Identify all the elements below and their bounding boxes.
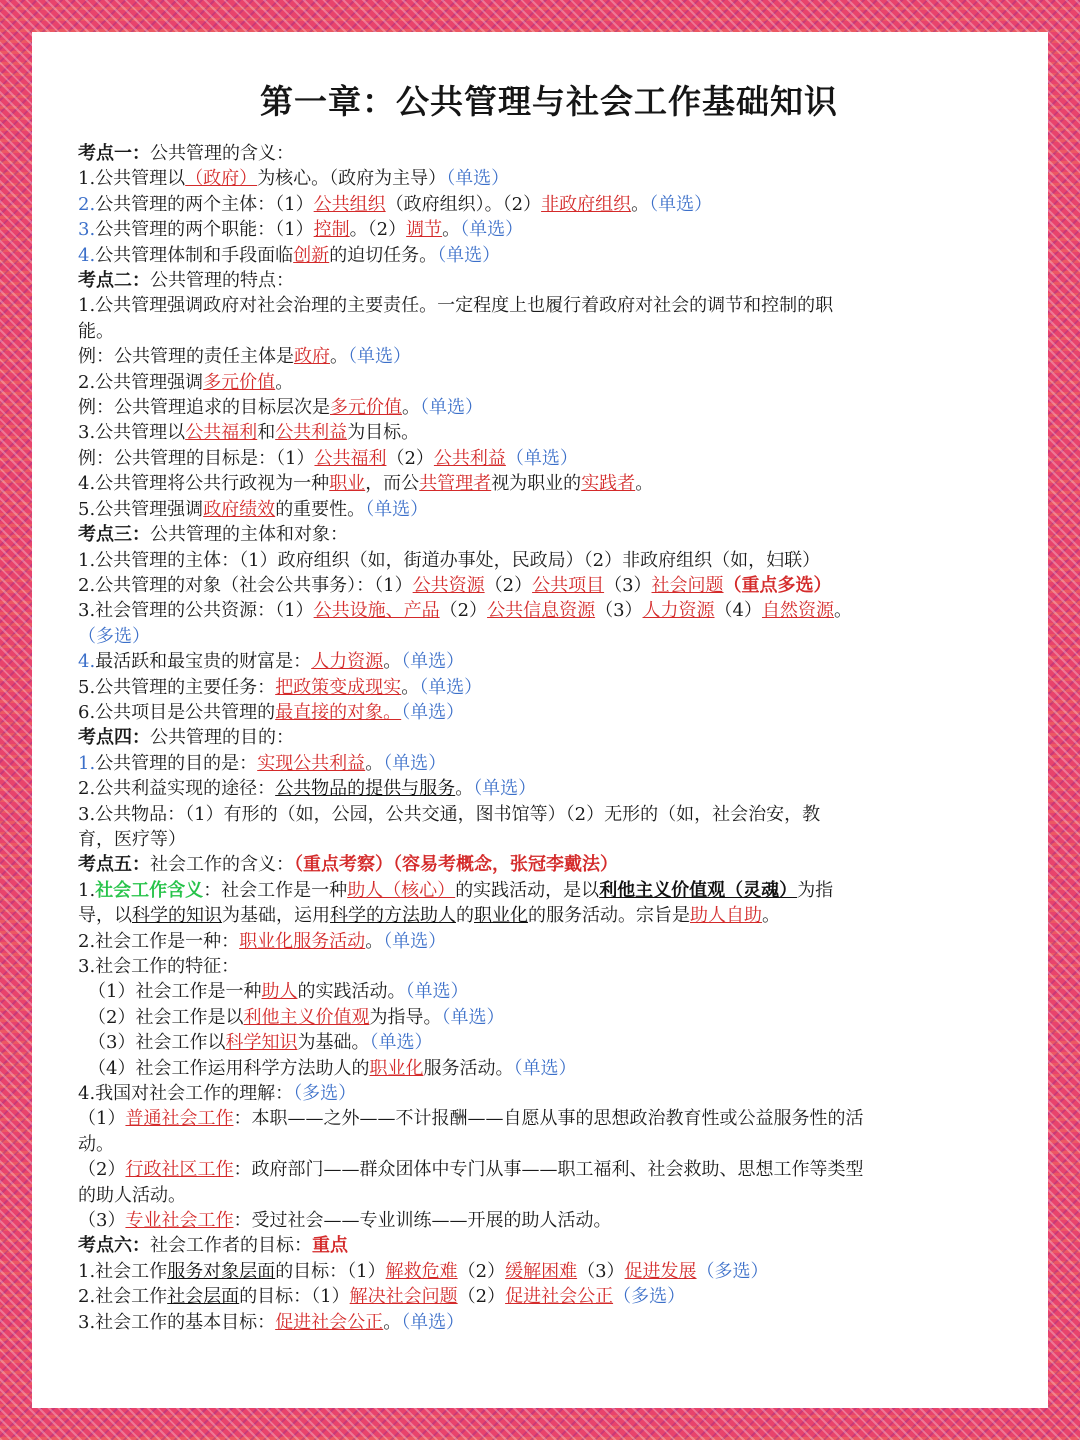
text-span: （3）	[577, 1260, 625, 1282]
key-answer: 最直接的对象。	[275, 701, 402, 723]
text-span: 例：公共管理追求的目标层次是	[78, 397, 330, 419]
text-span: 公共管理体制和手段面临	[95, 244, 294, 266]
text-span: （4）社会工作运用科学方法助人的	[88, 1057, 370, 1079]
text-line	[78, 1183, 1020, 1208]
text-span: 的实践活动，是以	[455, 879, 600, 901]
text-line	[78, 878, 1020, 903]
text-span: 的迫切任务。	[329, 244, 438, 266]
text-span: ：政府部门——群众团体中专门从事——职工福利、社会救助、思想工作等类型	[233, 1159, 864, 1181]
text-span: 社会工作者的目标：	[150, 1235, 312, 1257]
text-line	[78, 1056, 1020, 1081]
document-body	[78, 141, 1020, 1335]
text-span: ，而公	[365, 473, 420, 495]
key-answer: 控制	[313, 219, 350, 241]
key-answer: 社会问题	[651, 574, 724, 596]
text-span: ：受过社会——专业训练——开展的助人活动。	[233, 1210, 612, 1232]
text-span: （2）	[439, 600, 488, 622]
key-answer: 共管理者	[419, 473, 492, 495]
key-answer: 公共设施、产品	[313, 600, 440, 622]
text-span: （3）	[78, 1210, 126, 1232]
text-span: 的	[456, 905, 474, 927]
text-span: 2.公共利益实现的途径：	[78, 778, 276, 800]
text-span: （3）	[604, 574, 652, 596]
key-answer: 公共组织	[313, 193, 386, 215]
text-line	[78, 1259, 1020, 1284]
text-line	[78, 700, 1020, 725]
text-span: 公共管理的两个职能：（1）	[95, 219, 314, 241]
text-span: 。	[383, 651, 402, 673]
text-line	[78, 1310, 1020, 1335]
text-line	[78, 954, 1020, 979]
question-type-tag: （单选）	[505, 447, 578, 469]
key-answer: 人力资源	[642, 600, 715, 622]
text-span: （3）	[595, 600, 643, 622]
key-answer: 助人	[261, 981, 298, 1003]
text-span: 5.公共管理强调	[78, 498, 204, 520]
question-type-tag: （单选）	[419, 676, 483, 698]
key-answer: 多元价值	[203, 371, 276, 393]
text-span: 。	[383, 1311, 402, 1333]
question-type-tag: （多选）	[613, 1286, 686, 1308]
text-span: 。	[275, 371, 294, 393]
text-span: 社会工作的含义：	[150, 854, 294, 876]
text-span: 1.社会工作	[78, 1260, 168, 1282]
text-span: （4）	[714, 600, 762, 622]
question-type-tag: 2.	[78, 193, 96, 215]
document-page	[32, 32, 1048, 1408]
key-answer: 实践者	[581, 473, 636, 495]
section-heading: 考点三：	[78, 524, 150, 546]
text-line	[78, 268, 1020, 293]
text-span: 。	[762, 905, 780, 927]
text-span: 3.社会工作的特征：	[78, 956, 240, 977]
text-span: 3.公共管理以	[78, 422, 186, 444]
text-span: 公共管理的目的：	[150, 727, 294, 749]
section-heading: 考点六：	[78, 1235, 150, 1257]
text-span: ：本职——之外——不计报酬——自愿从事的思想政治教育性或公益服务性的活	[233, 1108, 864, 1130]
text-line	[78, 1030, 1020, 1055]
question-type-tag: （单选）	[437, 244, 501, 266]
text-span: 2.公共管理的对象（社会公共事务）：（1）	[78, 574, 413, 596]
text-span: （2）	[78, 1159, 126, 1181]
text-line	[78, 192, 1020, 217]
text-span: 的服务活动。宗旨是	[528, 905, 690, 927]
text-line	[78, 217, 1020, 242]
key-answer: 公共物品的提供与服务	[275, 778, 456, 800]
question-type-tag: （多选）	[696, 1260, 769, 1282]
key-answer: 自然资源	[761, 600, 834, 622]
emphasis-note: 重点	[312, 1235, 348, 1257]
text-span: 导，以	[78, 905, 132, 927]
question-type-tag: （单选）	[446, 168, 510, 190]
emphasis-note: （重点考察）（容易考概念，张冠李戴法）	[294, 854, 618, 876]
text-span: 4.公共管理将公共行政视为一种	[78, 473, 330, 495]
key-answer: 科学的知识	[132, 905, 222, 927]
text-line	[78, 598, 1020, 623]
key-answer: 人力资源	[311, 651, 384, 673]
key-answer: 利他主义价值观（灵魂）	[599, 879, 798, 901]
key-answer: 科学知识	[225, 1032, 298, 1054]
key-answer: 服务对象层面	[167, 1260, 276, 1282]
question-type-tag: （单选）	[401, 701, 465, 723]
question-type-tag: （单选）	[401, 1311, 465, 1333]
section-heading: 考点四：	[78, 727, 150, 749]
question-type-tag: （单选）	[473, 778, 537, 800]
text-span: 动。	[78, 1133, 114, 1155]
text-span: 。	[365, 752, 384, 774]
key-answer: 多元价值	[330, 397, 402, 419]
key-answer: （政府）	[185, 168, 258, 190]
text-line	[78, 319, 1020, 344]
question-type-tag: 3.	[78, 219, 96, 241]
text-line	[78, 446, 1020, 471]
text-line	[78, 471, 1020, 496]
text-span: 例：公共管理的目标是：（1）	[78, 447, 315, 469]
text-span: （政府组织）。（2）	[385, 193, 542, 215]
key-answer: 公共信息资源	[487, 600, 596, 622]
text-span: 。	[455, 778, 474, 800]
key-answer: 促进社会公正	[505, 1286, 614, 1308]
text-span: 6.公共项目是公共管理的	[78, 701, 276, 723]
text-span: 为指导。	[369, 1006, 442, 1028]
question-type-tag: （单选）	[405, 981, 469, 1003]
text-span: （3）社会工作以	[88, 1032, 226, 1054]
text-line	[78, 1208, 1020, 1233]
text-span: 3.公共物品：（1）有形的（如，公园，公共交通，图书馆等）（2）无形的（如，社会治安，教	[78, 803, 821, 825]
key-answer: 创新	[293, 244, 330, 266]
text-span: 服务活动。	[423, 1057, 514, 1079]
key-answer: 把政策变成现实	[275, 676, 402, 698]
page-title: 第一章：公共管理与社会工作基础知识	[260, 82, 838, 121]
text-span: 1.公共管理的主体：（1）政府组织（如，街道办事处，民政局）（2）非政府组织（如，妇联）	[78, 549, 821, 571]
text-line	[78, 827, 1020, 852]
text-span: 的助人活动。	[78, 1184, 186, 1206]
text-span: 1.公共管理强调政府对社会治理的主要责任。一定程度上也履行着政府对社会的调节和控制的职	[78, 295, 834, 317]
section-heading: 考点五：	[78, 854, 150, 876]
key-answer: 公共项目	[532, 574, 605, 596]
text-span: 1.	[78, 879, 96, 901]
question-type-tag: （多选）	[78, 625, 150, 647]
text-span: 能。	[78, 320, 114, 342]
text-line	[78, 293, 1020, 318]
text-span: 。（2）	[349, 219, 407, 241]
text-span: （2）	[484, 574, 533, 596]
text-line	[78, 573, 1020, 598]
text-line	[78, 243, 1020, 268]
key-answer: 科学的方法助人	[330, 905, 456, 927]
text-span: 为核心。（政府为主导）	[257, 168, 447, 190]
key-answer: 解救危难	[385, 1260, 458, 1282]
text-span: （1）社会工作是一种	[88, 981, 262, 1003]
text-span: 。	[442, 219, 461, 241]
text-line	[78, 979, 1020, 1004]
question-type-tag: （单选）	[460, 219, 524, 241]
question-type-tag: 4.	[78, 651, 96, 673]
text-span: ：社会工作是一种	[203, 879, 348, 901]
text-span: 的实践活动。	[297, 981, 406, 1003]
key-answer: 促进发展	[624, 1260, 697, 1282]
text-line	[78, 497, 1020, 522]
text-span: 公共管理的特点：	[150, 270, 294, 292]
key-answer: 公共福利	[185, 422, 258, 444]
text-span: 2.公共管理强调	[78, 371, 204, 393]
text-line	[78, 725, 1020, 750]
text-line	[78, 548, 1020, 573]
question-type-tag: （单选）	[649, 193, 713, 215]
text-span: 。	[635, 473, 654, 495]
text-span: 公共管理的两个主体：（1）	[95, 193, 314, 215]
text-line	[78, 1005, 1020, 1030]
key-answer: 助人自助	[690, 905, 762, 927]
text-line	[78, 141, 1020, 166]
question-type-tag: （单选）	[369, 1032, 433, 1054]
key-answer: 政府绩效	[203, 498, 276, 520]
key-answer: 助人（核心）	[347, 879, 456, 901]
text-span: 3.社会管理的公共资源：（1）	[78, 600, 314, 622]
question-type-tag: （单选）	[401, 651, 465, 673]
text-line	[78, 852, 1020, 877]
text-span: 例：公共管理的责任主体是	[78, 346, 294, 368]
question-type-tag: 1.	[78, 752, 96, 774]
key-answer: 缓解困难	[505, 1260, 578, 1282]
question-type-tag: 4.	[78, 244, 96, 266]
text-line	[78, 395, 1020, 420]
key-answer: 职业化	[369, 1057, 424, 1079]
text-span: 的目标：（1）	[275, 1260, 386, 1282]
text-line	[78, 166, 1020, 191]
text-line	[78, 802, 1020, 827]
text-span: 为基础，运用	[222, 905, 330, 927]
text-span: 1.公共管理以	[78, 168, 186, 190]
key-answer: 促进社会公正	[275, 1311, 384, 1333]
text-line	[78, 929, 1020, 954]
text-span: 和	[257, 422, 276, 444]
question-type-tag: （单选）	[420, 397, 483, 419]
text-span: 公共管理的目的是：	[95, 752, 258, 774]
text-line	[78, 1132, 1020, 1157]
text-line	[78, 522, 1020, 547]
key-answer: 普通社会工作	[125, 1108, 234, 1130]
text-span: 。	[401, 676, 420, 698]
text-line	[78, 675, 1020, 700]
key-answer: 政府	[294, 346, 330, 368]
text-line	[78, 1233, 1020, 1258]
text-span: 5.公共管理的主要任务：	[78, 676, 276, 698]
text-span: （2）	[386, 447, 434, 469]
text-line	[78, 344, 1020, 369]
question-type-tag: （单选）	[441, 1006, 505, 1028]
key-answer: 行政社区工作	[125, 1159, 234, 1181]
text-line	[78, 1081, 1020, 1106]
section-heading: 考点二：	[78, 270, 150, 292]
text-span: 为目标。	[347, 422, 420, 444]
question-type-tag: （单选）	[383, 752, 447, 774]
text-line	[78, 1284, 1020, 1309]
key-answer: 解决社会问题	[349, 1286, 458, 1308]
text-span: 。	[631, 193, 650, 215]
question-type-tag: （单选）	[365, 498, 429, 520]
key-answer: 公共利益	[275, 422, 348, 444]
text-span: 。	[330, 346, 348, 368]
key-answer: 非政府组织	[541, 193, 632, 215]
text-span: 最活跃和最宝贵的财富是：	[95, 651, 312, 673]
text-line	[78, 1157, 1020, 1182]
question-type-tag: （多选）	[293, 1083, 357, 1105]
key-term-label: 社会工作含义	[95, 879, 204, 901]
text-line	[78, 1106, 1020, 1131]
text-line	[78, 903, 1020, 928]
text-span: 的重要性。	[275, 498, 366, 520]
text-line	[78, 624, 1020, 649]
text-span: （2）	[457, 1260, 506, 1282]
text-line	[78, 776, 1020, 801]
text-span: （2）	[457, 1286, 506, 1308]
text-span: 。	[402, 397, 420, 419]
text-line	[78, 420, 1020, 445]
key-answer: 公共利益	[433, 447, 506, 469]
key-answer: 社会层面	[167, 1286, 240, 1308]
question-type-tag: （单选）	[348, 346, 411, 368]
text-span: 2.社会工作是一种：	[78, 930, 240, 952]
text-span: 2.社会工作	[78, 1286, 168, 1308]
key-answer: 调节	[406, 219, 443, 241]
text-span: 3.社会工作的基本目标：	[78, 1311, 276, 1333]
text-span: 4.我国对社会工作的理解：	[78, 1083, 294, 1105]
key-answer: 职业化服务活动	[239, 930, 366, 952]
text-span: （1）	[78, 1108, 126, 1130]
text-span: 。	[365, 930, 384, 952]
text-span: 的目标：（1）	[239, 1286, 350, 1308]
text-span: 育，医疗等）	[78, 828, 186, 850]
text-line	[78, 751, 1020, 776]
key-answer: 实现公共利益	[257, 752, 366, 774]
key-answer: 职业化	[474, 905, 528, 927]
key-answer: 职业	[329, 473, 366, 495]
text-span: 为基础。	[297, 1032, 370, 1054]
key-answer: 利他主义价值观	[243, 1006, 370, 1028]
text-span: 公共管理的含义：	[150, 143, 294, 164]
emphasis-note: （重点多选）	[723, 574, 832, 596]
text-span: 为指	[797, 879, 834, 901]
text-line	[78, 649, 1020, 674]
section-heading: 考点一：	[78, 143, 150, 164]
key-answer: 公共资源	[412, 574, 485, 596]
text-span: （2）社会工作是以	[88, 1006, 244, 1028]
question-type-tag: （单选）	[513, 1057, 577, 1079]
text-span: 公共管理的主体和对象：	[150, 524, 348, 546]
text-line	[78, 370, 1020, 395]
key-answer: 公共福利	[314, 447, 387, 469]
question-type-tag: （单选）	[383, 930, 447, 952]
text-span: 视为职业的	[491, 473, 582, 495]
text-span: 。	[833, 600, 852, 622]
key-answer: 专业社会工作	[125, 1210, 234, 1232]
